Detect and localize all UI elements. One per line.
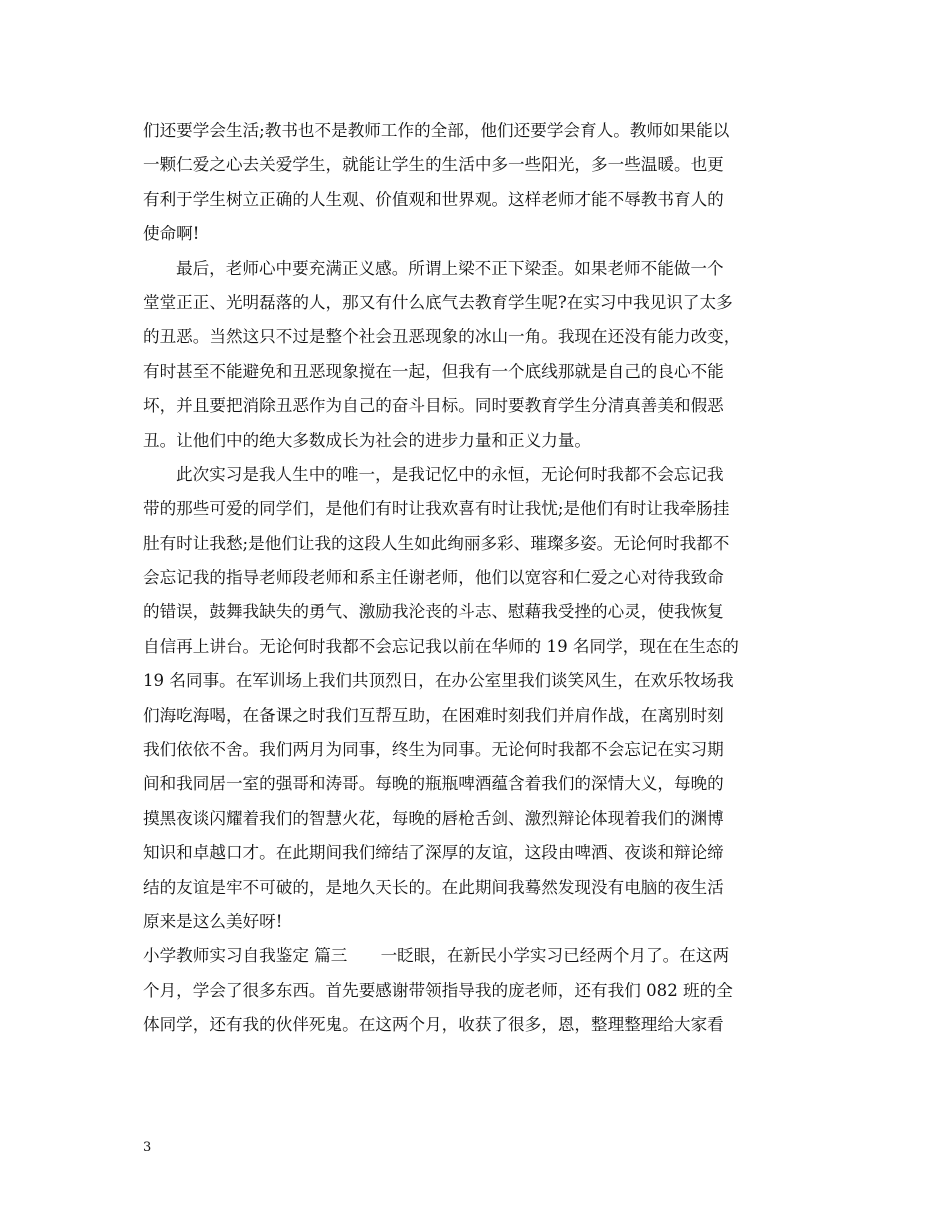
- text-line: 的错误，鼓舞我缺失的勇气、激励我沦丧的斗志、慰藉我受挫的心灵，使我恢复: [143, 602, 724, 622]
- text-line: 自信再上讲台。无论何时我都不会忘记我以前在华师的 19 名同学，现在在生态的: [143, 636, 739, 656]
- text-line: 们海吃海喝，在备课之时我们互帮互助，在困难时刻我们并肩作战，在离别时刻: [143, 705, 724, 725]
- text-line: 最后，老师心中要充满正义感。所谓上梁不正下梁歪。如果老师不能做一个: [176, 258, 724, 278]
- text-line: 有利于学生树立正确的人生观、价值观和世界观。这样老师才能不辱教书育人的: [143, 189, 724, 209]
- text-line: 19 名同事。在军训场上我们共顶烈日，在办公室里我们谈笑风生，在欢乐牧场我: [143, 671, 734, 691]
- text-line: 摸黑夜谈闪耀着我们的智慧火花，每晚的唇枪舌剑、激烈辩论体现着我们的渊博: [143, 808, 724, 828]
- text-line: 们还要学会生活;教书也不是教师工作的全部，他们还要学会育人。教师如果能以: [143, 121, 730, 140]
- text-line: 个月，学会了很多东西。首先要感谢带领指导我的庞老师，还有我们 082 班的全: [143, 980, 733, 1000]
- text-line: 使命啊!: [143, 224, 200, 244]
- text-line: 一颗仁爱之心去关爱学生，就能让学生的生活中多一些阳光，多一些温暖。也更: [143, 155, 724, 175]
- text-line: 间和我同居一室的强哥和涛哥。每晚的瓶瓶啤酒蕴含着我们的深情大义，每晚的: [143, 774, 724, 794]
- text-line: 有时甚至不能避免和丑恶现象搅在一起，但我有一个底线那就是自己的良心不能: [143, 361, 724, 381]
- text-line: 小学教师实习自我鉴定 篇三 一眨眼，在新民小学实习已经两个月了。在这两: [143, 946, 730, 966]
- text-line: 此次实习是我人生中的唯一，是我记忆中的永恒，无论何时我都不会忘记我: [176, 464, 724, 484]
- text-line: 坏，并且要把消除丑恶作为自己的奋斗目标。同时要教育学生分清真善美和假恶: [143, 396, 724, 416]
- text-line: 堂堂正正、光明磊落的人，那又有什么底气去教育学生呢?在实习中我见识了太多: [143, 292, 733, 312]
- document-body: [143, 114, 823, 1043]
- text-line: 知识和卓越口才。在此期间我们缔结了深厚的友谊，这段由啤酒、夜谈和辩论缔: [143, 843, 724, 863]
- text-line: 带的那些可爱的同学们，是他们有时让我欢喜有时让我忧;是他们有时让我牵肠挂: [143, 499, 730, 519]
- text-line: 原来是这么美好呀!: [143, 911, 283, 931]
- text-line: 肚有时让我愁;是他们让我的这段人生如此绚丽多彩、璀璨多姿。无论何时我都不: [143, 533, 730, 553]
- text-line: 的丑恶。当然这只不过是整个社会丑恶现象的冰山一角。我现在还没有能力改变，: [143, 327, 741, 347]
- text-line: 丑。让他们中的绝大多数成长为社会的进步力量和正义力量。: [143, 430, 592, 450]
- page-number: 3: [143, 1140, 152, 1155]
- text-line: 体同学，还有我的伙伴死鬼。在这两个月，收获了很多，恩，整理整理给大家看: [143, 1015, 724, 1035]
- text-line: 我们依依不舍。我们两月为同事，终生为同事。无论何时我都不会忘记在实习期: [143, 740, 724, 760]
- text-line: 会忘记我的指导老师段老师和系主任谢老师，他们以宽容和仁爱之心对待我致命: [143, 568, 724, 588]
- text-line: 结的友谊是牢不可破的，是地久天长的。在此期间我蓦然发现没有电脑的夜生活: [143, 877, 724, 897]
